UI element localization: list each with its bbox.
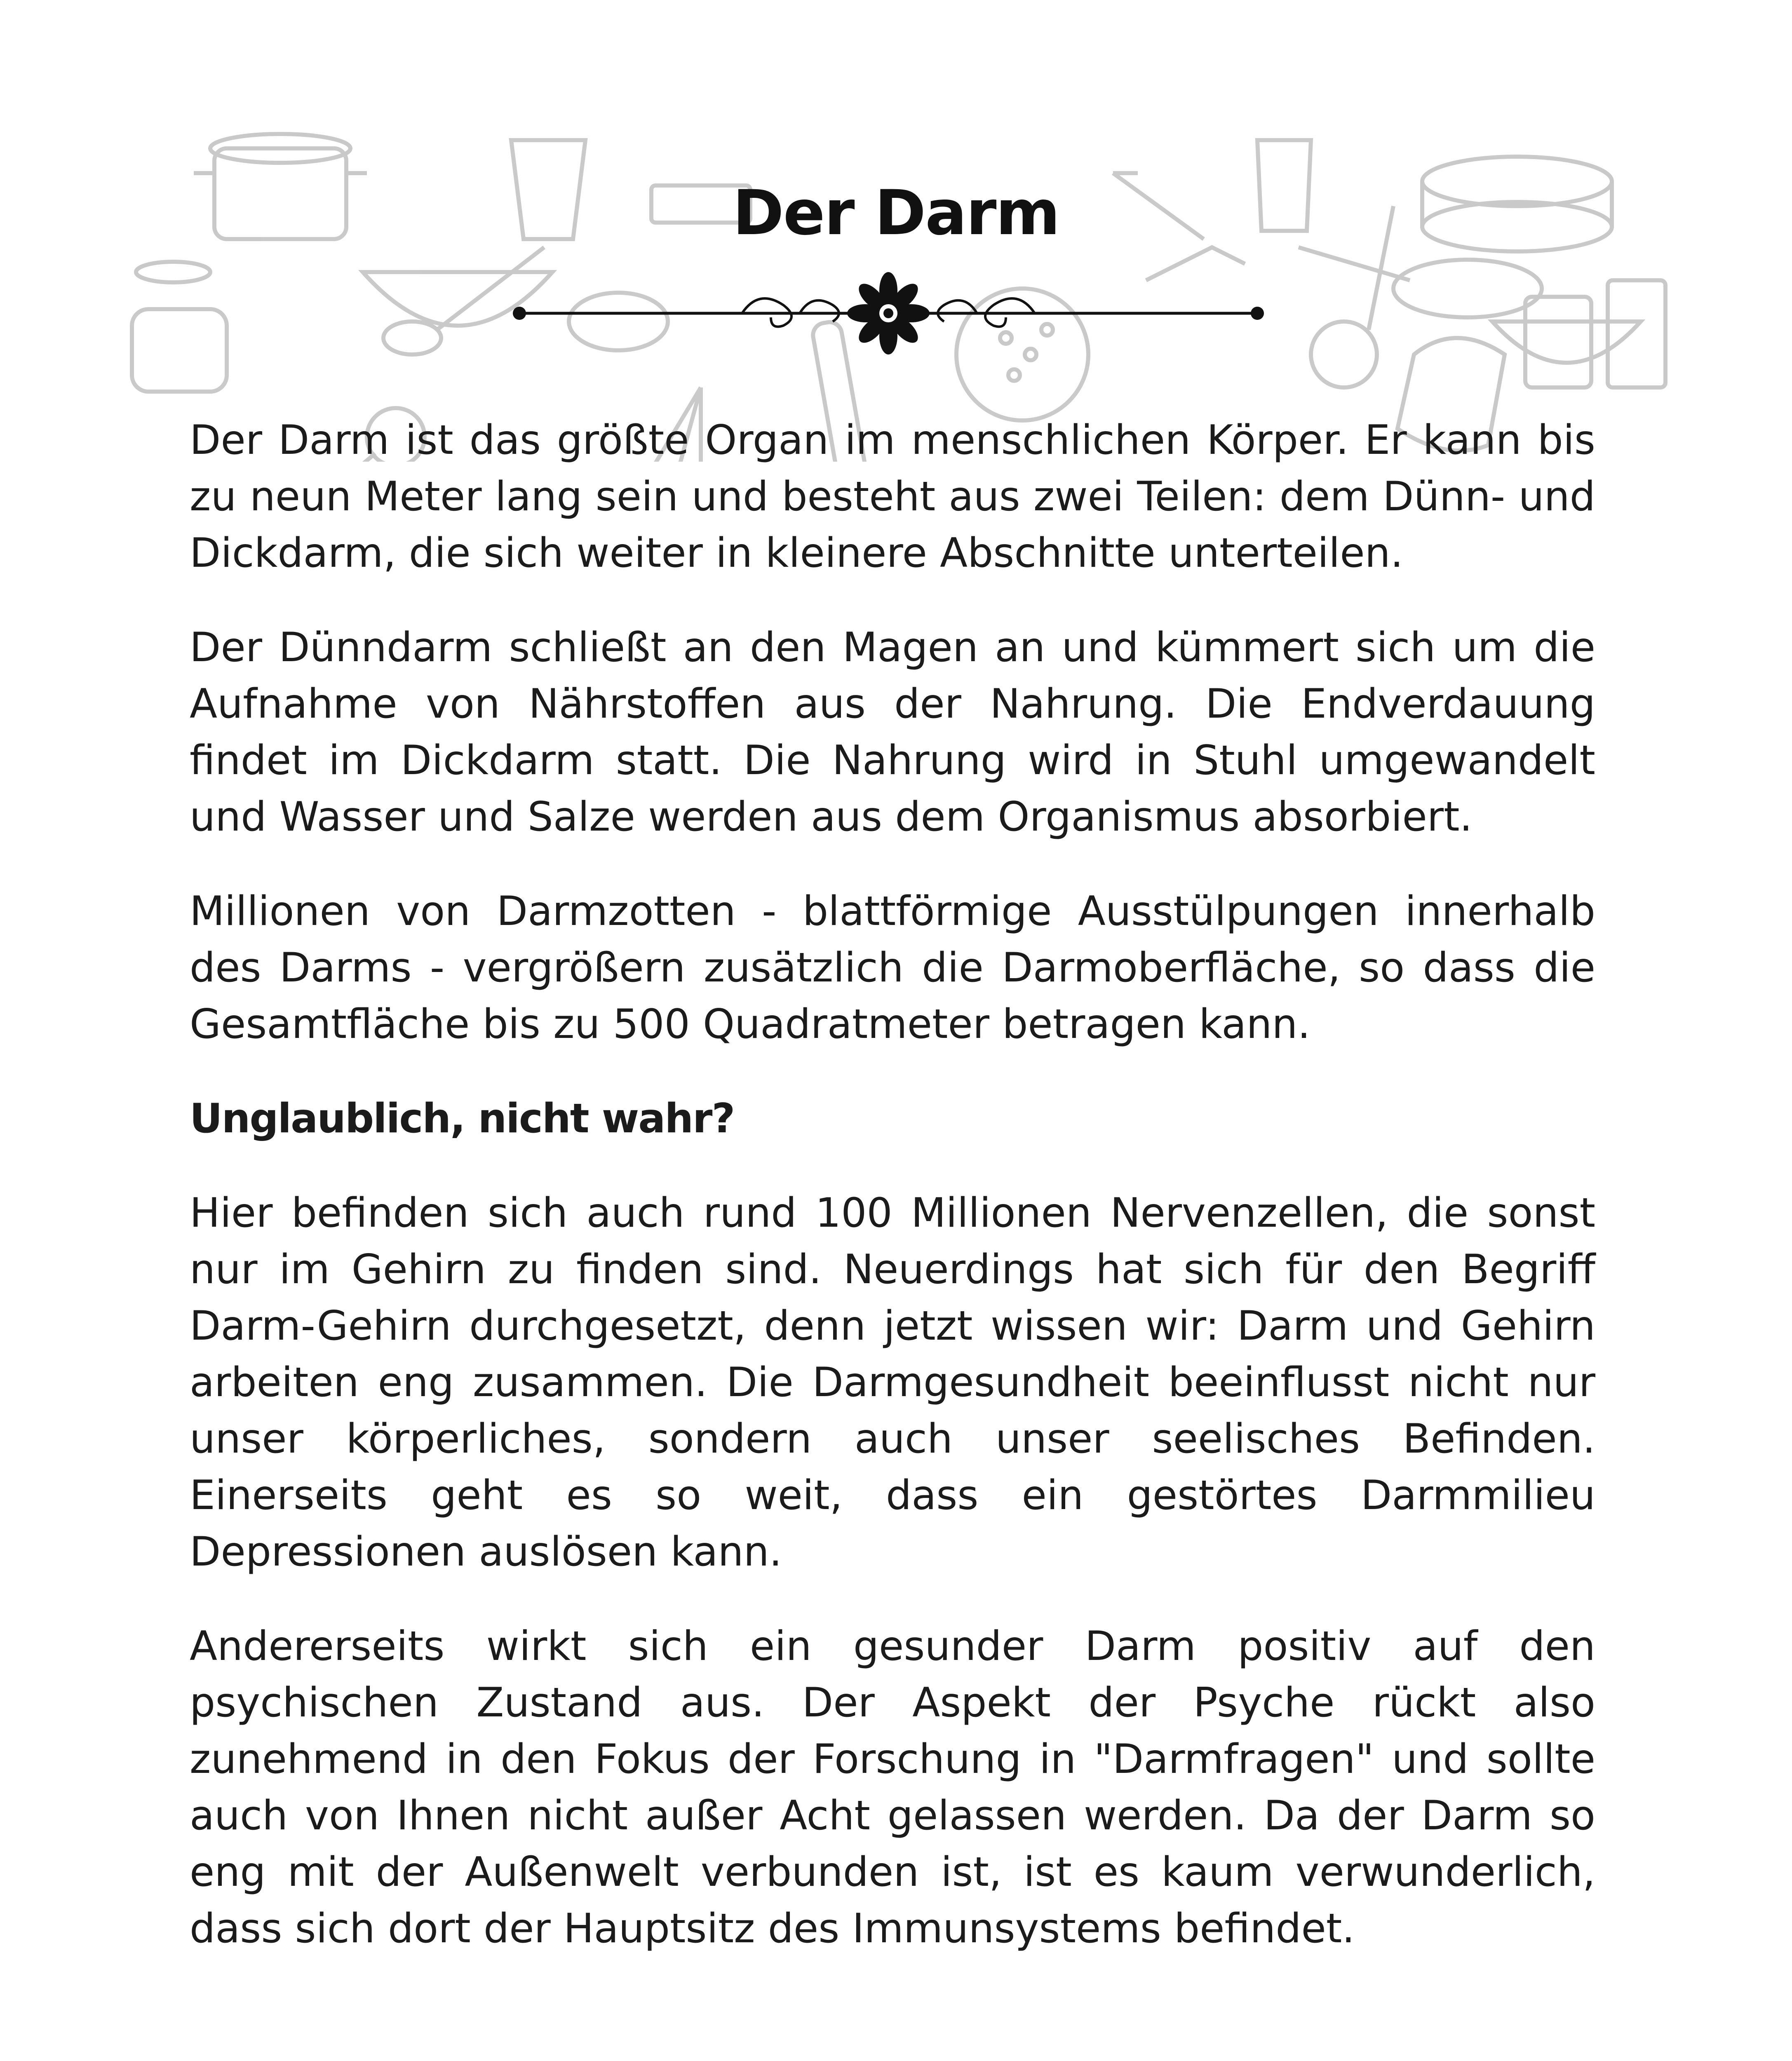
kitchen-pattern-bottom (0, 2053, 1792, 2061)
paragraph: Der Darm ist das größte Organ im menschlichen Körper. Er kann bis zu neun Meter lang sein und besteht aus zwei Teilen: dem Dünn- und Dickdarm, die sich weiter in kleinere Abschnitte unterteilen. (190, 417, 1595, 577)
article-body (190, 412, 1595, 1995)
page-title: Der Darm (733, 177, 1059, 249)
paragraph: Der Dünndarm schließt an den Magen an und kümmert sich um die Aufnahme von Nährstoffen aus der Nahrung. Die Endverdauung findet im Dickdarm statt. Die Nahrung wird in Stuhl umgewandelt und Wasser und Salze werden aus dem Organismus absorbiert. (190, 624, 1595, 840)
section-subheading: Unglaublich, nicht wahr? (190, 1095, 735, 1142)
paragraph: Andererseits wirkt sich ein gesunder Darm positiv auf den psychischen Zustand aus. Der Aspekt der Psyche rückt also zunehmend in den Fokus der Forschung in "Darmfragen" und sollte auch von Ihnen nicht außer Acht gelassen werden. Da der Darm so eng mit der Außenwelt verbunden ist, ist es kaum verwunderlich, dass sich dort der Hauptsitz des Immunsystems befindet. (190, 1623, 1595, 1952)
flower-divider-icon (511, 272, 1266, 354)
paragraph: Hier befinden sich auch rund 100 Millionen Nervenzellen, die sonst nur im Gehirn zu finden sind. Neuerdings hat sich für den Begriff Darm-Gehirn durchgesetzt, denn jetzt wissen wir: Darm und Gehirn arbeiten eng zusammen. Die Darmgesundheit beeinflusst nicht nur unser körperliches, sondern auch unser seelisches Befinden. Einerseits geht es so weit, dass ein gestörtes Darmmilieu Depressionen auslösen kann. (190, 1190, 1595, 1575)
paragraph: Millionen von Darmzotten - blattförmige Ausstülpungen innerhalb des Darms - vergrößern zusätzlich die Darmoberfläche, so dass die Gesamtfläche bis zu 500 Quadratmeter betragen kann. (190, 888, 1595, 1048)
kitchen-utensils-icon (0, 2053, 1792, 2061)
